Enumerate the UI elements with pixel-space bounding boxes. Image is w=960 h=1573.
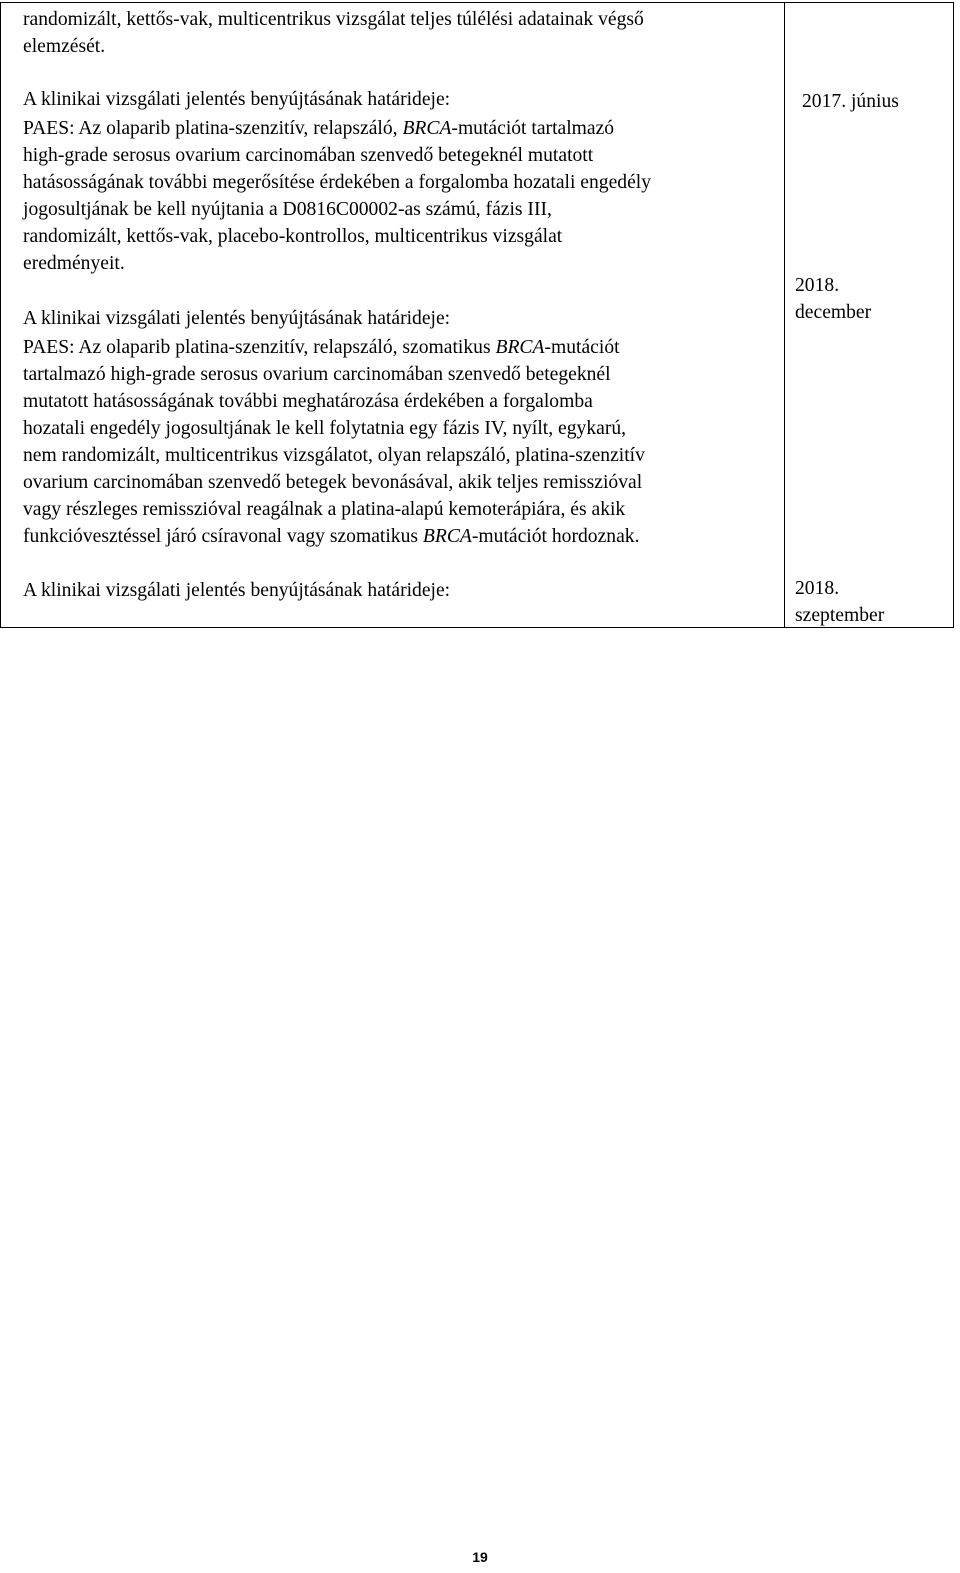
paes-2-line: hozatali engedély jogosultjának le kell folytatnia egy fázis IV, nyílt, egykarú,: [23, 418, 627, 439]
paes-1-line: randomizált, kettős-vak, placebo-kontrollos, multicentrikus vizsgálat: [23, 226, 563, 247]
deadline-date-3-year: 2018.: [795, 578, 840, 599]
deadline-date-2-year: 2018.: [795, 275, 840, 296]
paes-2-line: funkcióvesztéssel járó csíravonal vagy szomatikus BRCA-mutációt hordoznak.: [23, 526, 640, 547]
deadline-label: A klinikai vizsgálati jelentés benyújtásának határideje:: [23, 89, 451, 110]
paes-1-line: hatásosságának további megerősítése érdekében a forgalomba hozatali engedély: [23, 172, 652, 193]
deadline-date-2-month: december: [795, 302, 872, 323]
paes-1-line: high-grade serosus ovarium carcinomában szenvedő betegeknél mutatott: [23, 145, 594, 166]
paes-1-line: PAES: Az olaparib platina-szenzitív, relapszáló, BRCA-mutációt tartalmazó: [23, 118, 615, 139]
paes-1-line: eredményeit.: [23, 253, 125, 274]
paes-2-line: mutatott hatásosságának további meghatározása érdekében a forgalomba: [23, 391, 593, 412]
intro-line: elemzését.: [23, 36, 106, 57]
column-divider: [784, 3, 785, 627]
paes-2-line: nem randomizált, multicentrikus vizsgálatot, olyan relapszáló, platina-szenzitív: [23, 445, 645, 466]
paes-2-line: ovarium carcinomában szenvedő betegek bevonásával, akik teljes remisszióval: [23, 472, 643, 493]
intro-line: randomizált, kettős-vak, multicentrikus vizsgálat teljes túlélési adatainak végső: [23, 9, 644, 30]
paes-2-line: tartalmazó high-grade serosus ovarium carcinomában szenvedő betegeknél: [23, 364, 611, 385]
deadline-label: A klinikai vizsgálati jelentés benyújtásának határideje:: [23, 580, 451, 601]
paes-2-line: PAES: Az olaparib platina-szenzitív, relapszáló, szomatikus BRCA-mutációt: [23, 337, 620, 358]
deadline-label: A klinikai vizsgálati jelentés benyújtásának határideje:: [23, 308, 451, 329]
deadline-date-3-month: szeptember: [795, 605, 885, 626]
deadline-date-1: 2017. június: [802, 91, 899, 112]
paes-2-line: vagy részleges remisszióval reagálnak a platina-alapú kemoterápiára, és akik: [23, 499, 626, 520]
page-number: 19: [472, 1549, 488, 1565]
paes-1-line: jogosultjának be kell nyújtania a D0816C00002-as számú, fázis III,: [23, 199, 552, 220]
